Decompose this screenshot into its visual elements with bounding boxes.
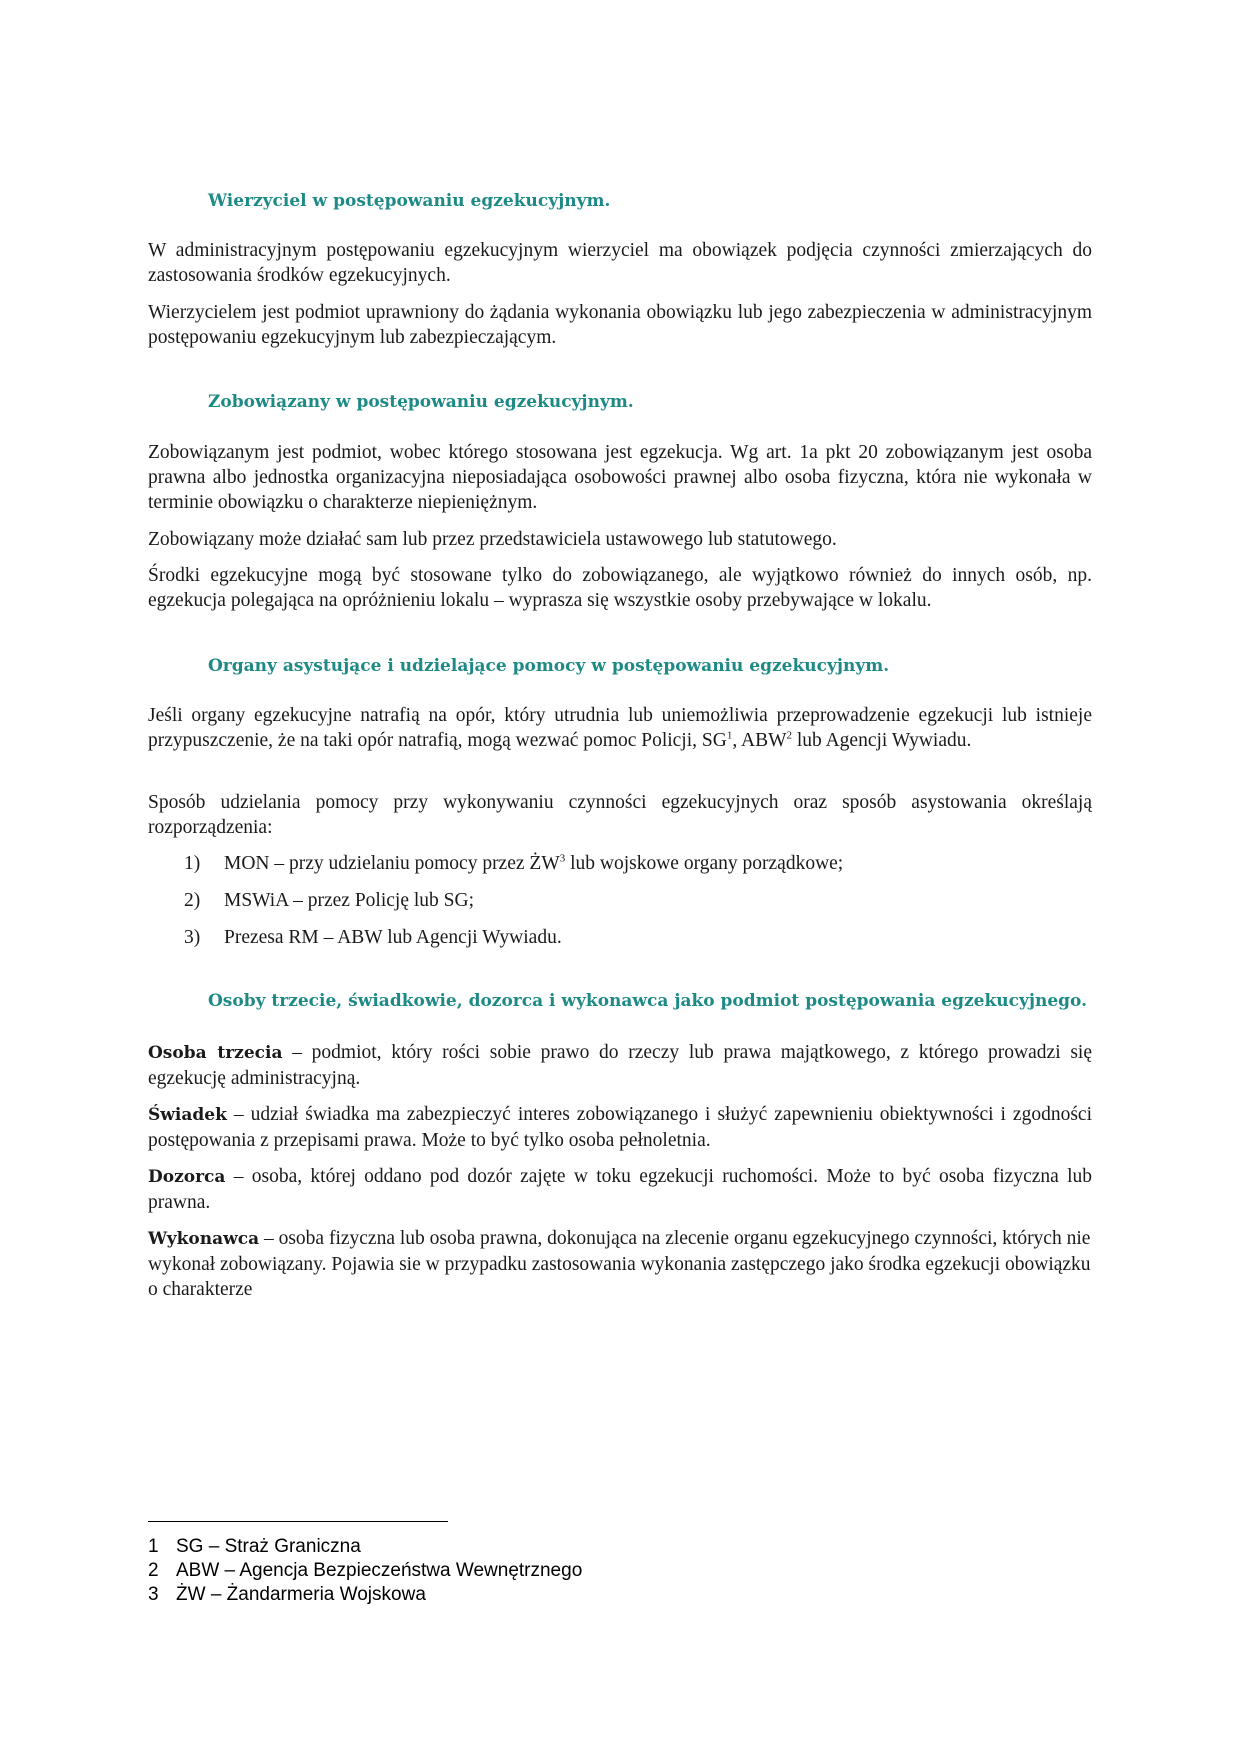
footnote-text: ABW – Agencja Bezpieczeństwa Wewnętrznego <box>176 1560 583 1581</box>
footnote <box>148 1559 582 1583</box>
footnote-text: ŻW – Żandarmeria Wojskowa <box>176 1584 426 1605</box>
footnote-text: SG – Straż Graniczna <box>176 1536 361 1557</box>
list-text: MSWiA – przez Policję lub SG; <box>224 890 474 911</box>
paragraph: W administracyjnym postępowaniu egzekucyjnym wierzyciel ma obowiązek podjęcia czynności zmierzających do zastosowania środków egzekucyjnych. <box>148 240 1092 286</box>
definition-term: Dozorca <box>148 1167 226 1187</box>
definition-text: – osoba, której oddano pod dozór zajęte w toku egzekucji ruchomości. Może to być osoba fizyczna lub prawna. <box>148 1166 1092 1213</box>
text-run: Jeśli organy egzekucyjne natrafią na opór, który utrudnia lub uniemożliwia przeprowadzenie egzekucji lub istnieje przypuszczenie, że na taki opór natrafią, mogą wezwać pomoc Policji, SG <box>148 705 1092 751</box>
list-item <box>184 888 474 913</box>
definition <box>148 1040 1092 1091</box>
section-heading-osoby: Osoby trzecie, świadkowie, dozorca i wykonawca jako podmiot postępowania egzekucyjnego. <box>208 991 1088 1011</box>
section-heading-organy: Organy asystujące i udzielające pomocy w postępowaniu egzekucyjnym. <box>208 656 890 676</box>
footnote-number: 2 <box>148 1560 159 1581</box>
paragraph: Wierzycielem jest podmiot uprawniony do żądania wykonania obowiązku lub jego zabezpieczenia w administracyjnym postępowaniu egzekucyjnym lub zabezpieczającym. <box>148 302 1092 348</box>
definition-term: Wykonawca <box>148 1229 260 1249</box>
footnote <box>148 1535 361 1559</box>
paragraph: Sposób udzielania pomocy przy wykonywaniu czynności egzekucyjnych oraz sposób asystowania określają rozporządzenia: <box>148 792 1092 838</box>
footnote <box>148 1583 426 1607</box>
paragraph: Środki egzekucyjne mogą być stosowane tylko do zobowiązanego, ale wyjątkowo również do innych osób, np. egzekucja polegająca na opróżnieniu lokalu – wyprasza się wszystkie osoby przebywające w lokalu. <box>148 565 1092 611</box>
text-run: , ABW <box>732 730 787 751</box>
list-text: MON – przy udzielaniu pomocy przez ŻW <box>224 853 560 874</box>
footnote-number: 3 <box>148 1584 159 1605</box>
list-item <box>184 925 562 950</box>
definition-term: Świadek <box>148 1105 227 1125</box>
footnote-ref: 1 <box>726 729 733 742</box>
definition <box>148 1164 1092 1215</box>
section-heading-wierzyciel: Wierzyciel w postępowaniu egzekucyjnym. <box>208 191 611 211</box>
text-run: lub Agencji Wywiadu. <box>792 730 972 751</box>
footnote-separator <box>148 1521 448 1522</box>
list-item <box>184 851 843 876</box>
paragraph: Zobowiązanym jest podmiot, wobec którego stosowana jest egzekucja. Wg art. 1a pkt 20 zobowiązanym jest osoba prawna albo jednostka organizacyjna nieposiadająca osobowości prawnej albo osoba fizyczna, która nie wykonała w terminie obowiązku o charakterze niepieniężnym. <box>148 442 1092 513</box>
definition-term: Osoba trzecia <box>148 1043 283 1063</box>
footnote-ref: 2 <box>786 729 792 742</box>
list-number: 3) <box>184 927 201 948</box>
list-number: 2) <box>184 890 201 911</box>
definition-text: – podmiot, który rości sobie prawo do rzeczy lub prawa majątkowego, z którego prowadzi się egzekucję administracyjną. <box>148 1042 1092 1089</box>
definition-text: – udział świadka ma zabezpieczyć interes zobowiązanego i służyć zapewnieniu obiektywności i zgodności postępowania z przepisami prawa. Może to być tylko osoba pełnoletnia. <box>148 1104 1092 1151</box>
definition-text: – osoba fizyczna lub osoba prawna, dokonująca na zlecenie organu egzekucyjnego czynności, których nie wykonał zobowiązany. Pojawia sie w przypadku zastosowania wykonania zastępczego jako środka egzekucji obowiązku o charakterze <box>148 1228 1091 1300</box>
list-number: 1) <box>184 853 201 874</box>
definition <box>148 1226 1092 1302</box>
paragraph: Zobowiązany może działać sam lub przez przedstawiciela ustawowego lub statutowego. <box>148 529 837 550</box>
section-heading-zobowiazany: Zobowiązany w postępowaniu egzekucyjnym. <box>208 392 634 412</box>
list-text: Prezesa RM – ABW lub Agencji Wywiadu. <box>224 927 562 948</box>
footnote-number: 1 <box>148 1536 159 1557</box>
paragraph-with-footnotes <box>148 703 1092 753</box>
definition <box>148 1102 1092 1153</box>
list-text: lub wojskowe organy porządkowe; <box>565 853 844 874</box>
footnote-ref: 3 <box>559 852 566 865</box>
